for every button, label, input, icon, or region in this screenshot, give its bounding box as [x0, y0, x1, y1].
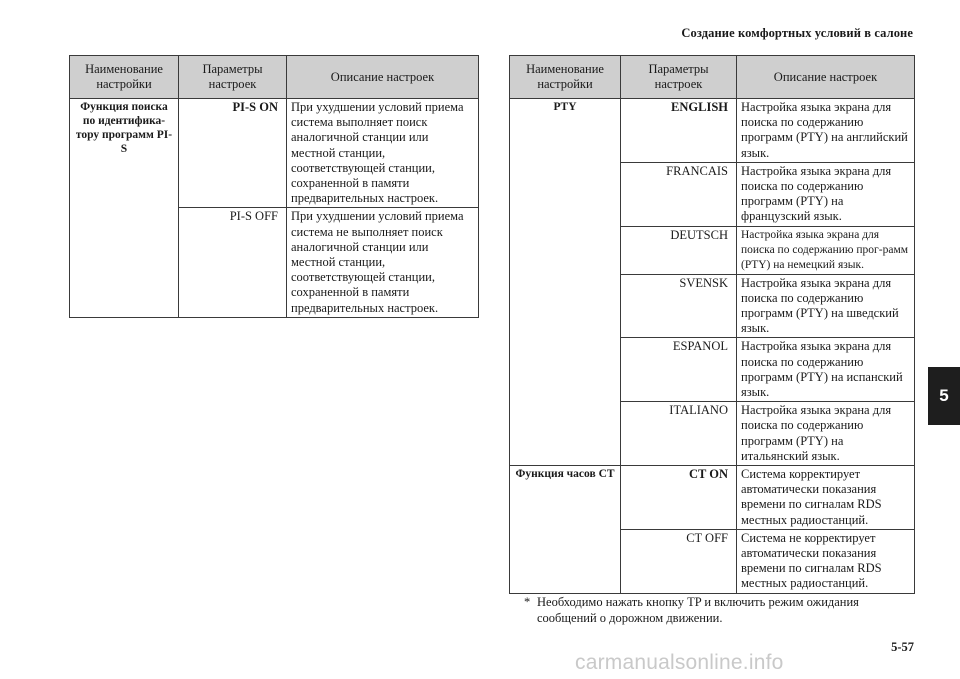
setting-desc-cell: Настройка языка экрана для поиска по содержанию программ (PTY) на французский язык. [737, 162, 915, 226]
table-header-row [510, 56, 915, 99]
table-header-row [70, 56, 479, 99]
column-header-param: Параметры настроек [621, 56, 737, 99]
settings-table-right [509, 55, 915, 594]
setting-param-cell: DEUTSCH [621, 226, 737, 274]
setting-desc-cell: При ухудшении условий приема система выполняет поиск аналогичной станции или местной станции, соответствующей станции, сохраненной в памяти предварительных настроек. [287, 99, 479, 208]
setting-param-cell: PI-S ON [179, 99, 287, 208]
setting-desc-cell: Настройка языка экрана для поиска по содержанию программ (PTY) на шведский язык. [737, 274, 915, 338]
setting-name-cell: Функция поиска по идентифика-тору программ PI-S [70, 99, 179, 318]
setting-name-cell: PTY [510, 99, 621, 466]
setting-param-cell: PI-S OFF [179, 208, 287, 317]
setting-param-cell: FRANCAIS [621, 162, 737, 226]
table-row [70, 99, 479, 208]
setting-name-cell: Функция часов CT [510, 466, 621, 594]
column-header-name: Наименование настройки [70, 56, 179, 99]
setting-desc-cell: Настройка языка экрана для поиска по содержанию программ (PTY) на английский язык. [737, 99, 915, 163]
column-header-name: Наименование настройки [510, 56, 621, 99]
setting-desc-cell: Настройка языка экрана для поиска по содержанию прог-рамм (PTY) на немецкий язык. [737, 226, 915, 274]
setting-desc-cell: Система не корректирует автоматически показания времени по сигналам RDS местных радиостанций. [737, 529, 915, 593]
footnote-line-2: сообщений о дорожном движении. [537, 611, 723, 625]
setting-param-cell: CT ON [621, 466, 737, 530]
setting-param-cell: SVENSK [621, 274, 737, 338]
setting-desc-cell: При ухудшении условий приема система не выполняет поиск аналогичной станции или местной станции, соответствующей станции, сохраненной в памяти предварительных настроек. [287, 208, 479, 317]
column-header-desc: Описание настроек [737, 56, 915, 99]
column-header-desc: Описание настроек [287, 56, 479, 99]
footnote-line-1: Необходимо нажать кнопку TP и включить режим ожидания [537, 595, 859, 609]
settings-table-left [69, 55, 479, 318]
column-header-param: Параметры настроек [179, 56, 287, 99]
setting-desc-cell: Настройка языка экрана для поиска по содержанию программ (PTY) на испанский язык. [737, 338, 915, 402]
page-number: 5-57 [891, 640, 914, 654]
setting-param-cell: CT OFF [621, 529, 737, 593]
running-header: Создание комфортных условий в салоне [681, 26, 913, 40]
watermark: carmanualsonline.info [575, 651, 784, 674]
table-row [510, 99, 915, 163]
chapter-tab[interactable]: 5 [928, 367, 960, 425]
setting-param-cell: ENGLISH [621, 99, 737, 163]
setting-param-cell: ESPANOL [621, 338, 737, 402]
footnote-mark: * [524, 595, 531, 609]
table-row [510, 466, 915, 530]
footnote [525, 594, 915, 626]
setting-desc-cell: Настройка языка экрана для поиска по содержанию программ (PTY) на итальянский язык. [737, 402, 915, 466]
setting-param-cell: ITALIANO [621, 402, 737, 466]
setting-desc-cell: Система корректирует автоматически показания времени по сигналам RDS местных радиостанций. [737, 466, 915, 530]
